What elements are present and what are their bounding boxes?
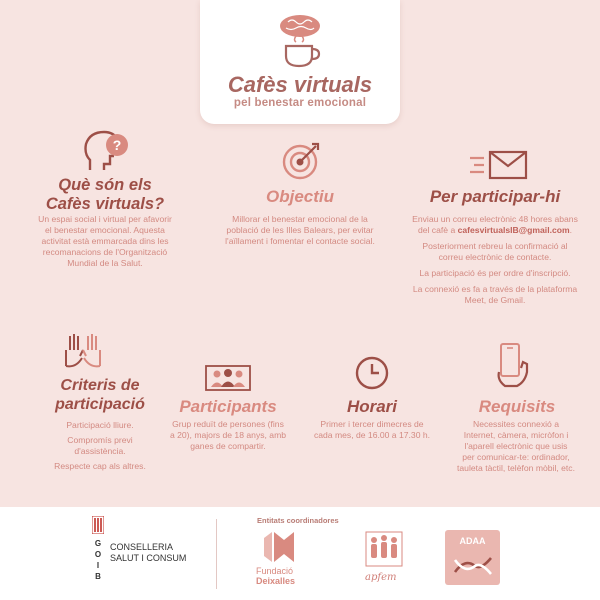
- apfem-label: apfem: [365, 572, 397, 583]
- que-son-title: Què són els Cafès virtuals?: [45, 176, 165, 213]
- fundacio-deixalles-label: Fundació Deixalles: [256, 566, 296, 586]
- adaa-logo: [445, 530, 500, 585]
- participants-text: Grup reduït de persones (fins a 20), majors de 18 anys, amb ganes de compartir.: [169, 419, 287, 451]
- criteris-title: Criteris de participació: [55, 377, 145, 413]
- per-participar-text: Enviau un correu electrònic 48 hores abans del cafè a cafesvirtualsIB@gmail.com. Posteriorment rebreu la confirmació al correu electrònic de contacte. La participació és per ordre d'inscripció. La connexió es fa a través de la plataforma Meet, de Gmail.: [412, 214, 578, 305]
- horari-text: Primer i tercer dimecres de cada mes, de 16.00 a 17.30 h.: [313, 419, 431, 440]
- target-icon: [282, 142, 322, 180]
- participants-title: Participants: [179, 397, 277, 416]
- goib-crest-icon: [92, 516, 104, 534]
- horari-title: Horari: [346, 397, 398, 416]
- people-group-icon: [205, 365, 251, 391]
- contact-email: cafesvirtualsIB@gmail.com: [457, 225, 570, 235]
- footer-divider: [216, 519, 217, 589]
- requisits-title: Requisits: [478, 397, 556, 416]
- adaa-hands-icon: [453, 552, 493, 578]
- criteris-text: Participació lliure. Compromís previ d'assistència. Respecte cap als altres.: [54, 420, 146, 471]
- page-title: Cafès virtuals: [227, 72, 373, 97]
- header-card: [200, 0, 400, 124]
- envelope-icon: [468, 150, 530, 182]
- per-participar-title: Per participar-hi: [429, 187, 561, 206]
- brain-coffee-cup-icon: [278, 14, 322, 74]
- goib-logo-text: G O I B: [94, 539, 102, 581]
- que-son-text: Un espai social i virtual per afavorir el benestar emocional. Aquesta activitat està emmarcada dins les recomanacions de l'Organització Mundial de la Salut.: [38, 214, 172, 268]
- objectiu-text: Millorar el benestar emocional de la població de les Illes Balears, per evitar l'aïllament i fomentar el contacte social.: [225, 214, 375, 246]
- adaa-label: ADAA: [459, 536, 486, 546]
- svg-text:?: ?: [112, 137, 122, 153]
- objectiu-title: Objectiu: [265, 187, 334, 206]
- page-subtitle: pel benestar emocional: [233, 97, 367, 109]
- entitats-label: Entitats coordinadores: [257, 516, 339, 525]
- fundacio-deixalles-logo: [262, 530, 296, 564]
- clock-icon: [355, 356, 389, 390]
- apfem-logo: [362, 530, 406, 570]
- head-question-icon: [84, 130, 130, 172]
- requisits-text: Necessites connexió a Internet, càmera, micròfon i l'aparell electrònic que usis per comunicar-te: ordinador, tauleta tàctil, telèfon mòbil, etc.: [457, 419, 575, 473]
- raised-hands-icon: [62, 330, 104, 370]
- hand-phone-icon: [497, 342, 529, 390]
- conselleria-label: CONSELLERIA SALUT I CONSUM: [110, 542, 187, 563]
